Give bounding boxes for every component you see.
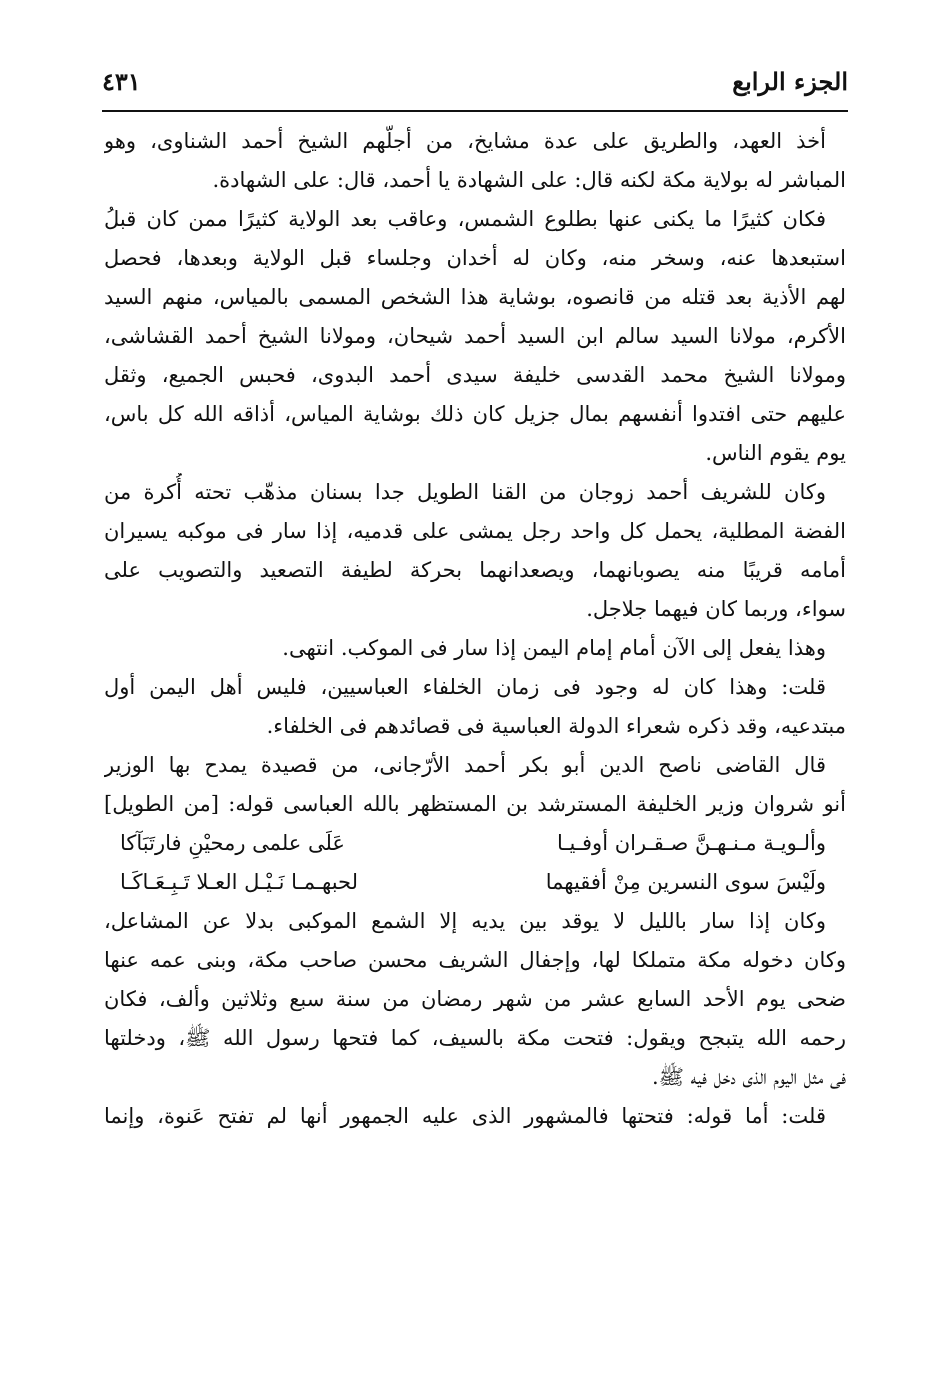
page-header (102, 62, 848, 102)
text-line: قلت: أما قوله: فتحتها فالمشهور الذى عليه الجمهور أنها لم تفتح عَنوة، وإنما (104, 1104, 826, 1128)
text-line: رحمه الله يتبجح ويقول: فتحت مكة بالسيف، كما فتحها رسول الله ﷺ، ودخلتها (104, 1026, 846, 1050)
text-line: وكان إذا سار بالليل لا يوقد بين يديه إلا الشمع الموكبى بدلا عن المشاعل، (104, 909, 826, 933)
text-line: فى مثل اليوم الذى دخل فيه ﷺ. (651, 1065, 846, 1089)
text-line: عليهم حتى افتدوا أنفسهم بمال جزيل كان ذلك بوشاية المياس، أذاقه الله كل باس، (104, 402, 846, 426)
text-line: أخذ العهد، والطريق على عدة مشايخ، من أجلّهم الشيخ أحمد الشناوى، وهو (104, 129, 826, 153)
text-line: ومولانا الشيخ محمد القدسى خليفة سيدى أحمد البدوى، فحبس الجميع، وثقل (104, 363, 846, 387)
text-line: قال القاضى ناصح الدين أبو بكر أحمد الأرّجانى، من قصيدة يمدح بها الوزير (104, 753, 826, 777)
verse-second-hemistich: عَلَى علمى رمحيْنِ فارتَبَآكا (120, 831, 345, 855)
text-line: قلت: وهذا كان له وجود فى زمان الخلفاء العباسيين، فليس أهل اليمن أول (104, 675, 826, 699)
text-line: سواء، وربما كان فيهما جلاجل. (586, 597, 846, 621)
poem-verse (104, 863, 846, 902)
page-body (104, 122, 846, 1136)
text-line: وكان للشريف أحمد زوجان من القنا الطويل جدا بسنان مذهّب تحته أُكرة من (104, 480, 826, 504)
text-line: لهم الأذية بعد قتله من قانصوه، بوشاية هذا الشخص المسمى بالمياس، منهم السيد (104, 285, 846, 309)
verse-second-hemistich: لحبهـمـا نَـيْـل العـلا تَـبِـعَـاكَـا (120, 870, 358, 894)
text-line: وهذا يفعل إلى الآن أمام إمام اليمن إذا سار فى الموكب. انتهى. (282, 636, 826, 660)
text-line: يوم يقوم الناس. (705, 441, 846, 465)
text-line: الفضة المطلية، يحمل كل واحد رجل يمشى على قدميه، إذا سار فى موكبه يسيران (104, 519, 846, 543)
text-line: المباشر له بولاية مكة لكنه قال: على الشهادة يا أحمد، قال: على الشهادة. (212, 168, 846, 192)
running-title: الجزء الرابع (732, 67, 848, 96)
text-line: أنو شروان وزير الخليفة المسترشد بن المستظهر بالله العباسى قوله: [من الطويل] (104, 792, 846, 816)
text-line: استبعدها عنه، وسخر منه، وكان له أخدان وجلساء قبل الولاية وبعدها، فحصل (104, 246, 846, 270)
text-line: ضحى يوم الأحد السابع عشر من شهر رمضان من سنة سبع وثلاثين وألف، فكان (104, 987, 846, 1011)
verse-first-hemistich: ولَيْسَ سوى النسرين مِنْ أفقيهما (545, 870, 826, 894)
page-number: ٤٣١ (102, 67, 141, 96)
poem-verse (104, 824, 846, 863)
text-line: وكان دخوله مكة متملكا لها، وإجفال الشريف محسن صاحب مكة، وبنى عمه عنها (104, 948, 846, 972)
text-line: فكان كثيرًا ما يكنى عنها بطلوع الشمس، وعاقب بعد الولاية كثيرًا ممن كان قبلُ (104, 207, 826, 231)
header-rule (102, 110, 848, 112)
text-line: مبتدعيه، وقد ذكره شعراء الدولة العباسية فى قصائدهم فى الخلفاء. (266, 714, 846, 738)
text-line: الأكرم، مولانا السيد سالم ابن السيد أحمد شيحان، ومولانا الشيخ أحمد القشاشى، (104, 324, 846, 348)
text-line: أمامه قريبًا منه يصوبانهما، ويصعدانهما بحركة لطيفة التصعيد والتصويب على (104, 558, 846, 582)
verse-first-hemistich: وألـويـة مـنـهـنَّ صـقـران أوفـيـا (556, 831, 826, 855)
